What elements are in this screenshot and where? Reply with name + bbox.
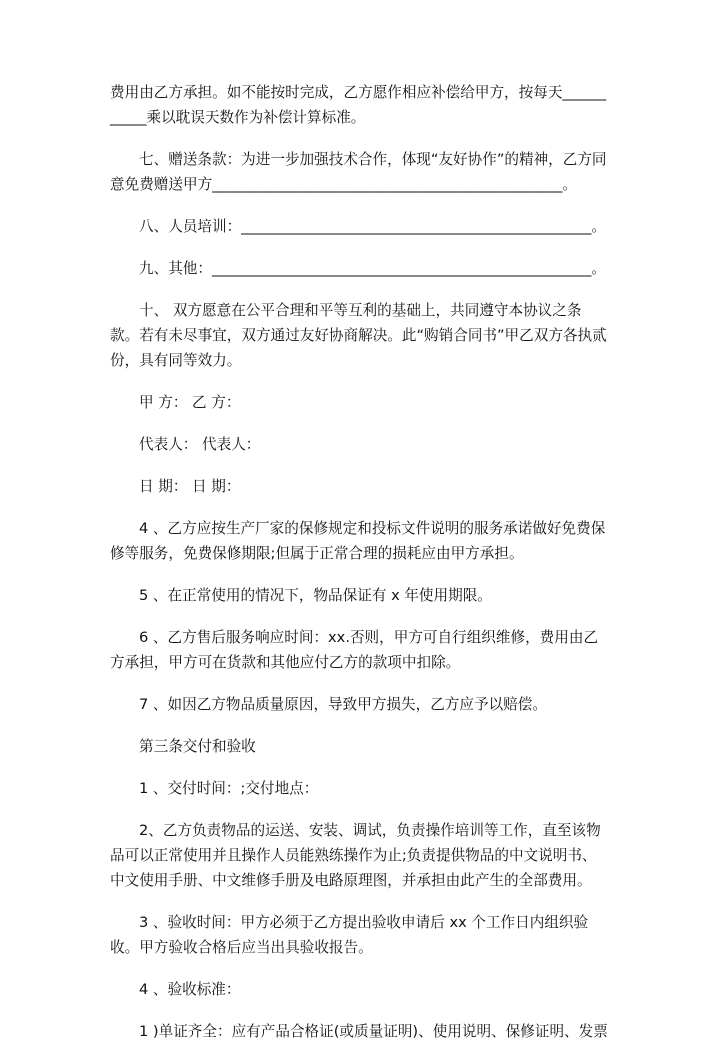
representative-labels: 代表人： 代表人： [139,436,261,453]
item-7-compensation: 7 、如因乙方物品质量原因，导致甲方损失，乙方应予以赔偿。 [139,696,547,713]
paragraph-compensation: 费用由乙方承担。如不能按时完成，乙方愿作相应补偿给甲方，按每天___________乘以耽误天数作为补偿计算标准。 [110,84,607,126]
delivery-item-1: 1 、交付时间：;交付地点： [139,780,319,797]
delivery-item-4: 4 、验收标准： [139,981,241,998]
party-labels: 甲 方： 乙 方： [139,394,241,411]
item-5-period: 5 、在正常使用的情况下，物品保证有 x 年使用期限。 [139,587,492,604]
clause-8-training: 八、人员培训：________________________________________________。 [139,218,607,235]
item-4-warranty: 4 、乙方应按生产厂家的保修规定和投标文件说明的服务承诺做好免费保修等服务，免费保修期限;但属于正常合理的损耗应由甲方承担。 [110,520,606,562]
delivery-item-2: 2、乙方负责物品的运送、安装、调试，负责操作培训等工作，直至该物品可以正常使用并且操作人员能熟练操作为止;负责提供物品的中文说明书、中文使用手册、中文维修手册及电路原理图，并承担由此产生的全部费用。 [110,822,601,889]
delivery-item-3: 3 、验收时间：甲方必须于乙方提出验收申请后 xx 个工作日内组织验收。甲方验收合格后应当出具验收报告。 [110,914,589,956]
document-page [110,80,610,1044]
acceptance-sub-1: 1 )单证齐全：应有产品合格证(或质量证明)、使用说明、保修证明、发票 [139,1023,608,1040]
clause-9-other: 九、其他：____________________________________________________。 [139,260,607,277]
item-6-response: 6 、乙方售后服务响应时间：xx.否则，甲方可自行组织维修，费用由乙方承担，甲方可在货款和其他应付乙方的款项中扣除。 [110,629,599,671]
clause-7-gift: 七、赠送条款：为进一步加强技术合作，体现“友好协作”的精神，乙方同意免费赠送甲方________________________________________________。 [110,151,607,193]
date-labels: 日 期： 日 期： [139,478,241,495]
clause-10-agreement: 十、 双方愿意在公平合理和平等互利的基础上，共同遵守本协议之条款。若有未尽事宜，双方通过友好协商解决。此“购销合同书”甲乙双方各执贰份，具有同等效力。 [110,302,607,369]
section-3-heading: 第三条交付和验收 [139,738,256,755]
